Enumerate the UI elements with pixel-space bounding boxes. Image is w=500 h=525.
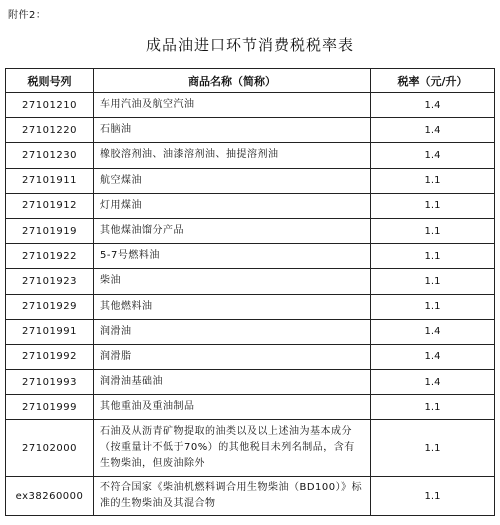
tax-rate: 1.4 [371,344,495,369]
product-name: 不符合国家《柴油机燃料调合用生物柴油（BD100）》标准的生物柴油及其混合物 [94,477,371,516]
table-row [6,193,495,218]
product-name: 其他燃料油 [94,294,371,319]
tariff-code: 27101210 [6,93,94,118]
table-row [6,319,495,344]
tariff-code: 27101992 [6,344,94,369]
product-name: 航空煤油 [94,168,371,193]
product-name: 石油及从沥青矿物提取的油类以及以上述油为基本成分（按重量计不低于70%）的其他税目未列名制品，含有生物柴油，但废油除外 [94,420,371,477]
product-name: 橡胶溶剂油、油漆溶剂油、抽提溶剂油 [94,143,371,168]
table-row [6,395,495,420]
product-name: 车用汽油及航空汽油 [94,93,371,118]
tariff-code: ex38260000 [6,477,94,516]
tax-rate: 1.1 [371,168,495,193]
product-name: 其他煤油馏分产品 [94,218,371,243]
attachment-label: 附件2： [8,10,47,21]
tax-rate: 1.4 [371,370,495,395]
tariff-code: 27101919 [6,218,94,243]
tax-rate: 1.4 [371,118,495,143]
tariff-code: 27102000 [6,420,94,477]
table-row [6,93,495,118]
table-row [6,218,495,243]
tax-rate: 1.4 [371,319,495,344]
tariff-code: 27101923 [6,269,94,294]
table-header-row [6,69,495,93]
product-name: 其他重油及重油制品 [94,395,371,420]
tariff-code: 27101929 [6,294,94,319]
tax-rate: 1.1 [371,395,495,420]
tariff-code: 27101220 [6,118,94,143]
tax-rate-table [5,68,495,516]
table-row [6,244,495,269]
table-row [6,477,495,516]
product-name: 润滑脂 [94,344,371,369]
product-name: 润滑油 [94,319,371,344]
tariff-code: 27101999 [6,395,94,420]
tax-rate: 1.1 [371,269,495,294]
tax-rate: 1.4 [371,143,495,168]
tax-rate: 1.1 [371,193,495,218]
table-row [6,118,495,143]
tariff-code: 27101991 [6,319,94,344]
table-row [6,143,495,168]
tariff-code: 27101911 [6,168,94,193]
table-row [6,420,495,477]
product-name: 5-7号燃料油 [94,244,371,269]
product-name: 石脑油 [94,118,371,143]
table-row [6,168,495,193]
product-name: 灯用煤油 [94,193,371,218]
header-tariff-code: 税则号列 [6,69,94,93]
product-name: 柴油 [94,269,371,294]
header-product-name: 商品名称（简称） [94,69,371,93]
table-row [6,370,495,395]
table-row [6,294,495,319]
document-title: 成品油进口环节消费税税率表 [145,36,354,54]
tariff-code: 27101922 [6,244,94,269]
tax-rate: 1.1 [371,244,495,269]
tariff-code: 27101993 [6,370,94,395]
product-name: 润滑油基础油 [94,370,371,395]
tariff-code: 27101230 [6,143,94,168]
tax-rate: 1.1 [371,294,495,319]
tax-rate: 1.1 [371,477,495,516]
tax-rate: 1.1 [371,218,495,243]
table-row [6,269,495,294]
table-row [6,344,495,369]
tariff-code: 27101912 [6,193,94,218]
header-tax-rate: 税率（元/升） [371,69,495,93]
tax-rate: 1.4 [371,93,495,118]
tax-rate: 1.1 [371,420,495,477]
